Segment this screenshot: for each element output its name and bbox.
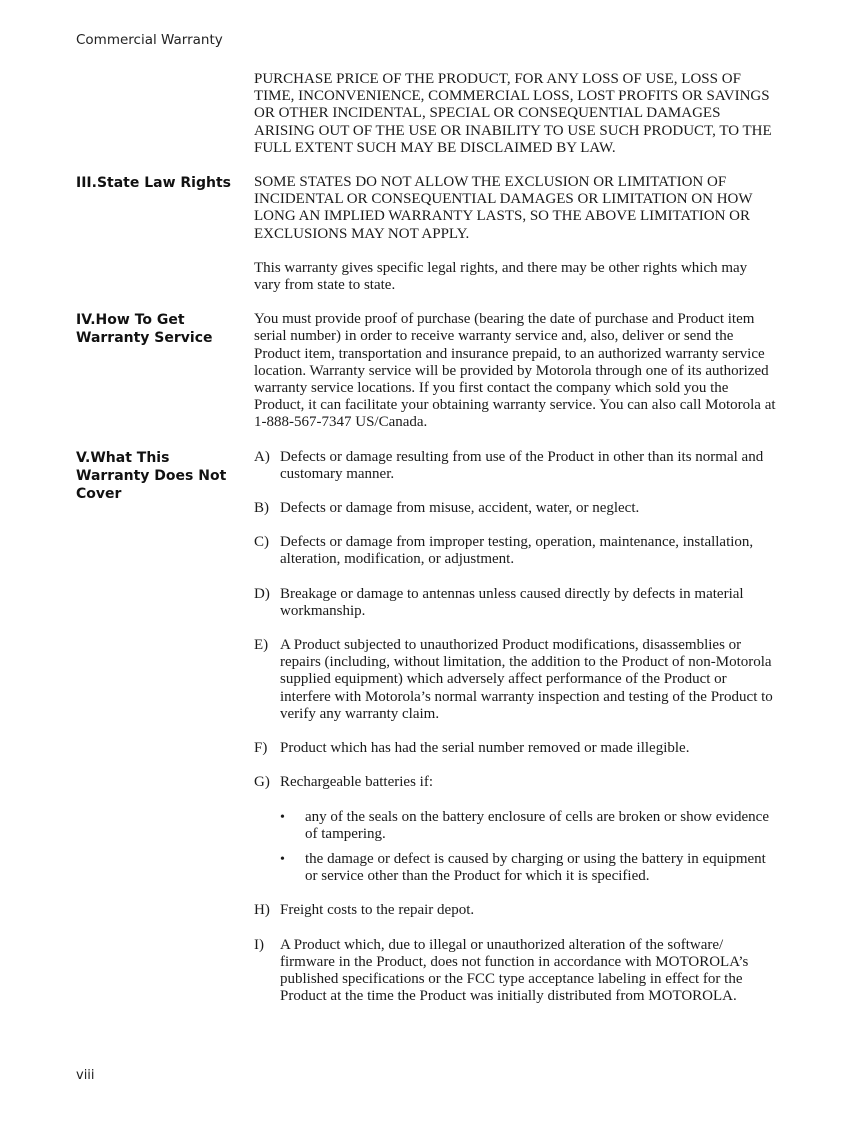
list-item <box>254 937 776 1006</box>
bullet-item-text: the damage or defect is caused by charging or using the battery in equipment or service other than the Product for which it is specified. <box>305 850 766 885</box>
section-body-not-covered <box>254 449 776 1023</box>
running-header: Commercial Warranty <box>76 32 223 48</box>
bullet-item-text: any of the seals on the battery enclosure of cells are broken or show evidence of tampering. <box>305 808 769 842</box>
state-law-paragraph-1: SOME STATES DO NOT ALLOW THE EXCLUSION OR LIMITATION OF INCIDENTAL OR CONSEQUENTIAL DAMAGES OR LIMITATION ON HOW LONG AN IMPLIED WARRANTY LASTS, SO THE ABOVE LIMITATION OR EXCLUSIONS MAY NOT APPLY. <box>254 174 753 242</box>
list-item <box>254 637 776 723</box>
list-marker: E) <box>254 637 269 654</box>
continuation-section <box>76 71 776 174</box>
list-item <box>254 449 776 483</box>
bullet-icon: • <box>280 809 285 825</box>
list-item-text: Product which has had the serial number removed or made illegible. <box>280 740 690 757</box>
list-marker: G) <box>254 774 270 791</box>
list-marker: I) <box>254 936 264 953</box>
list-item <box>254 902 776 919</box>
bullet-item <box>280 809 776 843</box>
section-heading-warranty-service: IV.How To Get Warranty Service <box>76 312 213 347</box>
section-what-warranty-does-not-cover <box>76 449 776 1023</box>
list-item-text: Defects or damage resulting from use of the Product in other than its normal and customary manner. <box>280 448 764 482</box>
list-item-text: A Product subjected to unauthorized Product modifications, disassemblies or repairs (including, without limitation, the addition to the Product of non-Motorola supplied equipment) which adversely affect performance of the Product or interfere with Motorola’s normal warranty inspection and testing of the Product to verify any warranty claim. <box>280 637 773 722</box>
state-law-paragraph-2: This warranty gives specific legal rights, and there may be other rights which may vary from state to state. <box>254 259 748 294</box>
continuation-body <box>254 71 776 174</box>
continuation-paragraph: PURCHASE PRICE OF THE PRODUCT, FOR ANY LOSS OF USE, LOSS OF TIME, INCONVENIENCE, COMMERCIAL LOSS, LOST PROFITS OR SAVINGS OR OTHER INCIDENTAL, SPECIAL OR CONSEQUENTIAL DAMAGES ARISING OUT OF THE USE OR INABILITY TO USE SUCH PRODUCT, TO THE FULL EXTENT SUCH MAY BE DISCLAIMED BY LAW. <box>254 71 772 156</box>
list-item-text: A Product which, due to illegal or unauthorized alteration of the software/ firmware in the Product, does not function in accordance with MOTOROLA’s published specifications or the FCC type acceptance labeling in effect for the Product at the time the Product was initially distributed from MOTOROLA. <box>280 936 749 1005</box>
list-marker: B) <box>254 500 269 517</box>
list-item-text: Rechargeable batteries if: <box>280 774 433 791</box>
list-marker: H) <box>254 902 270 919</box>
list-marker: A) <box>254 448 270 465</box>
battery-conditions-list <box>254 809 776 886</box>
list-marker: C) <box>254 534 269 551</box>
section-how-to-get-warranty-service <box>76 311 776 448</box>
section-state-law-rights <box>76 174 776 311</box>
bullet-item <box>280 851 776 885</box>
list-marker: F) <box>254 740 268 757</box>
warranty-content <box>76 71 776 1022</box>
list-item-text: Breakage or damage to antennas unless caused directly by defects in material workmanship. <box>280 585 744 619</box>
section-body-warranty-service <box>254 311 776 448</box>
section-heading-not-covered: V.What This Warranty Does Not Cover <box>76 449 227 502</box>
warranty-service-paragraph: You must provide proof of purchase (bearing the date of purchase and Product item serial number) in order to receive warranty service and, also, deliver or send the Product item, transportation and insurance prepaid, to an authorized warranty service location. Warranty service will be provided by Motorola through one of its authorized warranty service locations. If you first contact the company which sold you the Product, it can facilitate your obtaining warranty service. You can also call Motorola at 1-888-567-7347 US/Canada. <box>254 311 776 431</box>
list-item-text: Freight costs to the repair depot. <box>280 902 475 919</box>
list-item <box>254 586 776 620</box>
list-item <box>254 534 776 568</box>
list-item <box>254 500 776 517</box>
section-body-state-law-rights <box>254 174 776 311</box>
section-heading-state-law-rights: III.State Law Rights <box>76 175 231 192</box>
list-item-text: Defects or damage from improper testing, operation, maintenance, installation, alteration, modification, or adjustment. <box>280 534 754 568</box>
list-item <box>254 740 776 757</box>
bullet-icon: • <box>280 851 285 867</box>
list-marker: D) <box>254 585 270 602</box>
list-item-text: Defects or damage from misuse, accident, water, or neglect. <box>280 500 640 517</box>
list-item <box>254 774 776 791</box>
page-number: viii <box>76 1068 95 1083</box>
